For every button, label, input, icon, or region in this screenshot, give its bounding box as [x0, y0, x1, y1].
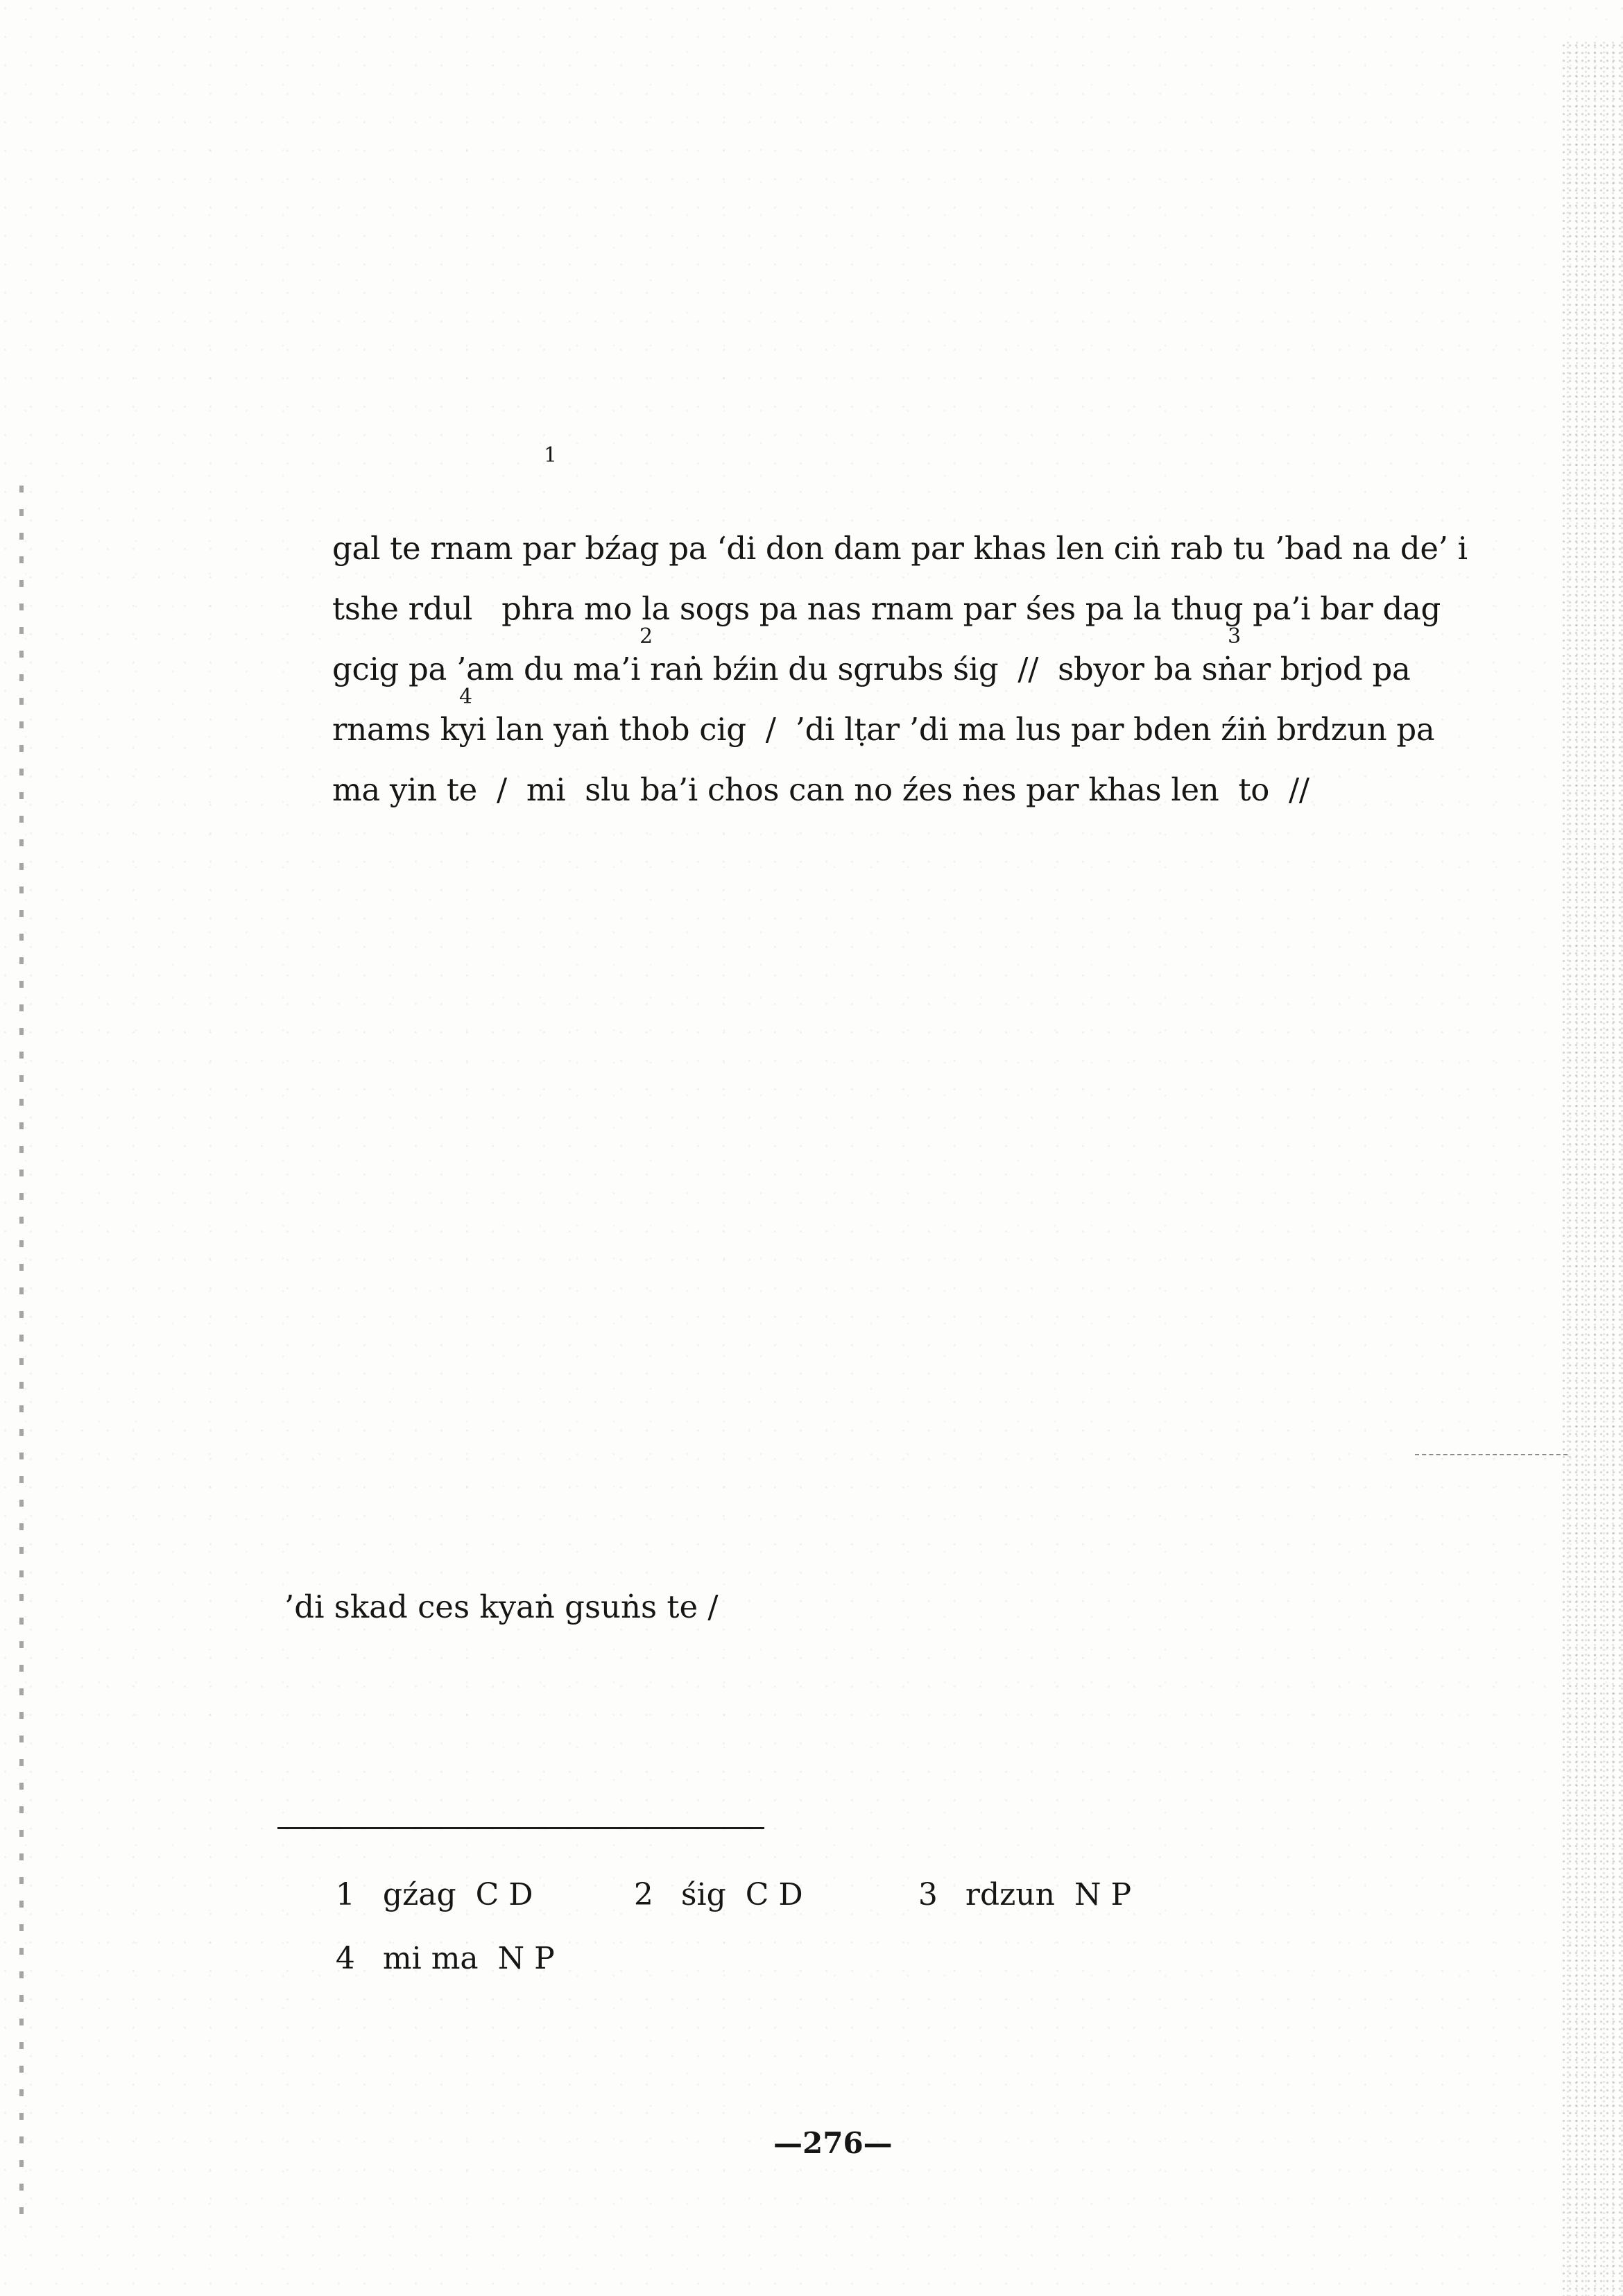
note-marker-1: 1 [544, 443, 557, 468]
text-line-3-content: gcig pa ’am du ma’i raṅ bźin du sgrubs śig // sbyor ba sṅar brjod pa [332, 651, 1411, 687]
text-line-5 [274, 685, 1314, 808]
footnote-4 [277, 1905, 555, 2012]
footnote-1-text: gźag C D [382, 1877, 533, 1912]
text-line-3 [274, 579, 1411, 687]
footnote-2 [576, 1842, 803, 1948]
footnote-rule [277, 1827, 764, 1829]
text-line-4 [274, 624, 1435, 748]
footnote-3 [860, 1842, 1131, 1948]
margin-dashed-rule [1415, 1454, 1568, 1455]
text-line-1-content: gal te rnam par bźag pa ‘di don dam par khas len ciṅ rab tu ’bad na de’ i [332, 530, 1468, 567]
text-line-1 [274, 443, 1468, 567]
footnote-3-text: rdzun N P [965, 1877, 1132, 1912]
footnote-4-text: mi ma N P [382, 1941, 555, 1976]
text-line-2 [274, 518, 1441, 627]
note-marker-3: 3 [1228, 624, 1241, 649]
scan-left-edge [19, 486, 24, 2220]
text-line-4-content: rnams kyi lan yaṅ thob cig / ’di lṭar ’di ma lus par bden źiṅ brdzun pa [332, 711, 1435, 748]
page-number: —276— [773, 2126, 893, 2160]
footnote-4-number: 4 [335, 1941, 355, 1976]
note-marker-2: 2 [639, 624, 653, 649]
footnote-2-text: śig C D [680, 1877, 803, 1912]
footnote-3-number: 3 [918, 1877, 938, 1912]
scan-noise-edge [1561, 42, 1623, 2296]
note-marker-4: 4 [459, 685, 472, 709]
footnote-2-number: 2 [633, 1877, 653, 1912]
closing-line: ’di skad ces kyaṅ gsuṅs te / [284, 1588, 719, 1625]
text-line-2-content: tshe rdul phra mo la sogs pa nas rnam par śes pa la thug pa’i bar dag [332, 590, 1441, 627]
footnote-1-number: 1 [335, 1877, 355, 1912]
text-line-5-content: ma yin te / mi slu ba’i chos can no źes ṅes par khas len to // [332, 771, 1309, 808]
main-text-block [274, 443, 1468, 808]
